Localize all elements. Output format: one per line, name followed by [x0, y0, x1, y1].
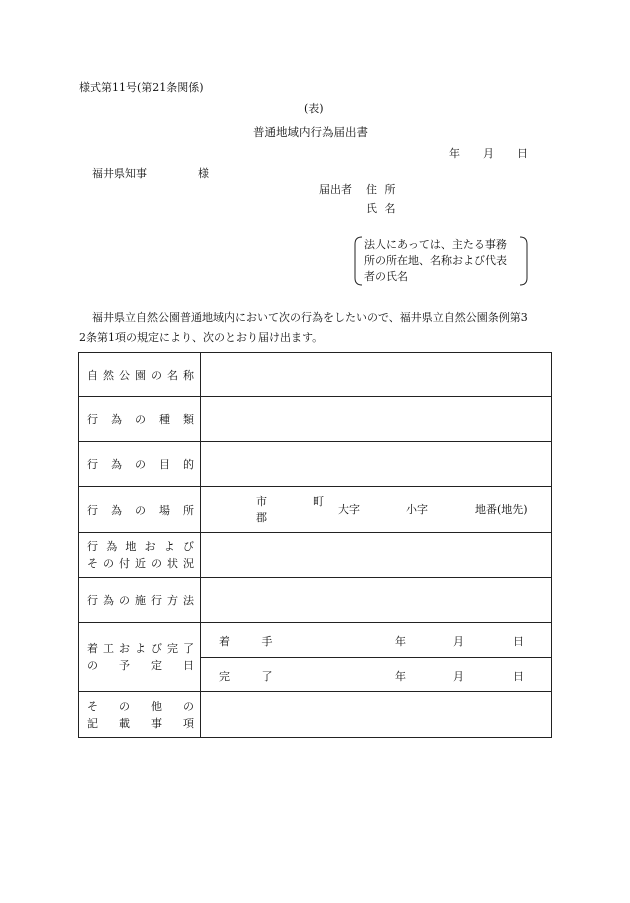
label-char: 類 — [183, 413, 194, 426]
notifier-note-line3: 者の氏名 — [364, 270, 408, 283]
start-year: 年 — [395, 635, 406, 649]
label-char: 状 — [167, 557, 178, 570]
label-char: 為 — [103, 594, 114, 607]
notifier-note — [364, 237, 507, 285]
label-char: の — [103, 557, 114, 570]
notifier-name-label: 氏 名 — [366, 202, 398, 215]
label-char: 他 — [151, 699, 162, 713]
start-label: 着 手 — [219, 635, 287, 649]
row-site — [79, 533, 552, 578]
label-char: 事 — [151, 716, 162, 730]
label-text — [87, 657, 194, 674]
label-char: の — [151, 368, 162, 382]
label-char: び — [182, 540, 194, 553]
label-char: 法 — [183, 594, 194, 607]
label-char: お — [144, 540, 156, 553]
label-char: 所 — [183, 503, 194, 517]
label-char: の — [135, 458, 146, 471]
body-line2: 2条第1項の規定により、次のとおり届け出ます。 — [79, 331, 324, 344]
label-char: 種 — [159, 413, 170, 426]
label-char: の — [135, 503, 146, 517]
label-char: 了 — [183, 642, 194, 655]
start-month: 月 — [453, 635, 464, 649]
label-char: の — [119, 594, 130, 607]
label-other — [79, 692, 201, 738]
label-char: 近 — [135, 557, 146, 570]
label-char: 称 — [183, 368, 194, 382]
row-other — [79, 692, 552, 738]
row-period — [79, 623, 552, 692]
label-char: 施 — [135, 594, 146, 607]
date-month-label: 月 — [483, 147, 494, 160]
form-number: 様式第11号(第21条関係) — [79, 81, 204, 94]
label-text — [79, 367, 200, 383]
label-char: 予 — [119, 659, 130, 672]
notifier-address-label: 住 所 — [366, 183, 398, 196]
label-act-type — [79, 397, 201, 442]
label-char: 地 — [125, 540, 137, 553]
label-char: の — [87, 659, 98, 672]
place-county: 郡 — [256, 511, 267, 524]
period-inner — [201, 623, 551, 691]
addressee-name: 福井県知事 — [92, 167, 147, 180]
label-park-name — [79, 353, 201, 397]
label-char: そ — [87, 557, 98, 570]
label-text — [79, 502, 200, 518]
notification-table — [78, 352, 552, 738]
label-char: の — [151, 557, 162, 570]
field-act-purpose[interactable] — [201, 442, 552, 487]
label-site — [79, 533, 201, 578]
row-act-purpose — [79, 442, 552, 487]
label-char: 行 — [151, 594, 162, 607]
label-method — [79, 578, 201, 623]
label-char: の — [119, 699, 130, 713]
period-end[interactable] — [201, 657, 551, 691]
label-char: 名 — [167, 368, 178, 382]
label-char: 為 — [111, 503, 122, 517]
label-text — [79, 411, 200, 427]
row-act-place — [79, 487, 552, 533]
notifier-note-line2: 所の所在地、名称および代表 — [364, 254, 507, 267]
period-end-row — [201, 657, 551, 691]
label-char: 着 — [87, 642, 98, 655]
notifier-note-line1: 法人にあっては、主たる事務 — [364, 238, 507, 251]
label-char: 為 — [111, 458, 122, 471]
field-method[interactable] — [201, 578, 552, 623]
label-act-purpose — [79, 442, 201, 487]
period-start[interactable] — [201, 623, 551, 657]
label-period — [79, 623, 201, 692]
label-char: 方 — [167, 594, 178, 607]
label-char: 況 — [183, 557, 194, 570]
label-char: よ — [163, 540, 175, 553]
end-year: 年 — [395, 669, 406, 683]
field-act-type[interactable] — [201, 397, 552, 442]
label-char: 園 — [135, 368, 146, 382]
label-char: び — [151, 642, 162, 655]
label-char: 行 — [87, 413, 98, 426]
field-other[interactable] — [201, 692, 552, 738]
label-char: 載 — [119, 716, 130, 730]
place-lot: 地番(地先) — [475, 503, 528, 516]
label-char: 為 — [106, 540, 118, 553]
label-char: の — [135, 413, 146, 426]
label-text — [79, 456, 200, 472]
date-day-label: 日 — [517, 147, 528, 160]
label-text — [87, 640, 194, 657]
end-label: 完 了 — [219, 669, 287, 683]
label-char: 記 — [87, 716, 98, 730]
label-char: 工 — [103, 642, 114, 655]
place-city: 市 — [256, 495, 267, 508]
label-char: 項 — [183, 716, 194, 730]
label-char: 的 — [183, 458, 194, 471]
label-char: 行 — [87, 503, 98, 517]
label-char: 行 — [87, 458, 98, 471]
label-char: 日 — [183, 659, 194, 672]
place-oaza: 大字 — [338, 503, 360, 516]
form-title: 普通地域内行為届出書 — [253, 125, 368, 139]
label-text — [87, 698, 194, 715]
period-start-row — [201, 623, 551, 657]
label-char: 公 — [119, 368, 130, 382]
label-char: そ — [87, 699, 98, 713]
label-char: 然 — [103, 368, 114, 382]
start-day: 日 — [513, 635, 524, 649]
field-park-name[interactable] — [201, 353, 552, 397]
field-act-place[interactable] — [201, 487, 552, 533]
label-char: よ — [135, 642, 146, 655]
label-char: お — [119, 642, 130, 655]
label-char: 行 — [87, 540, 98, 553]
end-day: 日 — [513, 669, 524, 683]
place-town: 町 — [313, 495, 324, 508]
row-park-name — [79, 353, 552, 397]
field-site[interactable] — [201, 533, 552, 578]
label-text — [79, 592, 200, 608]
label-char: 付 — [119, 557, 130, 570]
row-method — [79, 578, 552, 623]
label-char: 定 — [151, 659, 162, 672]
place-koaza: 小字 — [406, 503, 428, 516]
label-char: 自 — [87, 368, 98, 382]
row-act-type — [79, 397, 552, 442]
label-act-place — [79, 487, 201, 533]
label-char: 場 — [159, 503, 170, 517]
end-month: 月 — [453, 669, 464, 683]
field-period — [201, 623, 552, 692]
label-char: 行 — [87, 594, 98, 607]
label-char: 目 — [159, 458, 170, 471]
label-char: 為 — [111, 413, 122, 426]
addressee-honorific: 様 — [198, 167, 209, 180]
body-line1: 福井県立自然公園普通地域内において次の行為をしたいので、福井県立自然公園条例第3 — [92, 311, 528, 324]
label-char: 完 — [167, 642, 178, 655]
label-text — [87, 555, 194, 572]
label-text — [87, 715, 194, 732]
label-char: の — [183, 699, 194, 713]
notifier-label: 届出者 — [319, 183, 352, 196]
label-text — [87, 538, 194, 555]
date-year-label: 年 — [449, 147, 460, 160]
form-side: (表) — [304, 102, 324, 115]
